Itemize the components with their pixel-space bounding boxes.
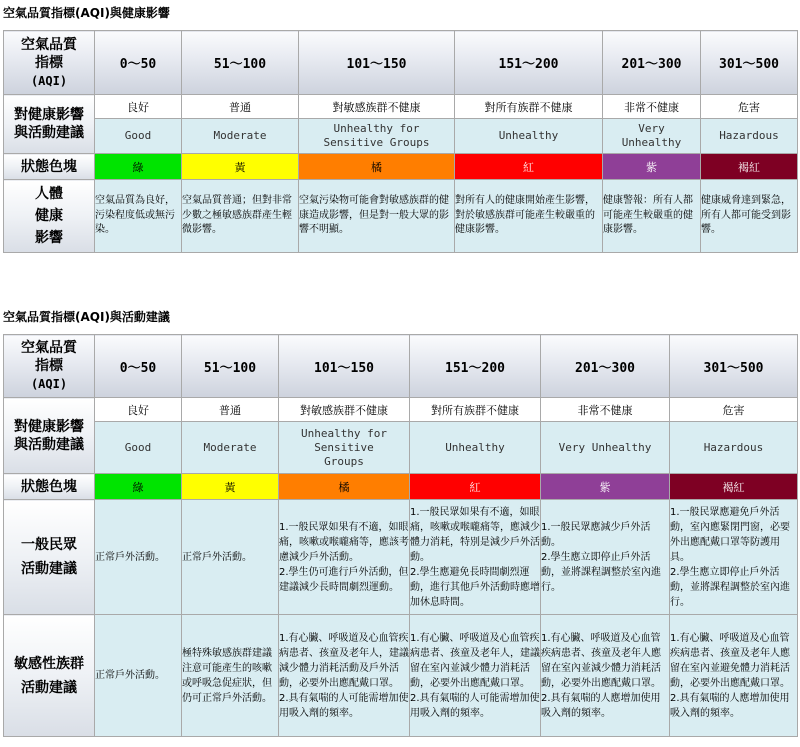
- color-swatch-orange: 橘: [299, 154, 455, 180]
- level-en-cell: [279, 422, 410, 474]
- level-en-cell: [95, 422, 182, 474]
- range-cell: 201～300: [541, 335, 670, 398]
- level-zh-cell: 對敏感族群不健康: [279, 398, 410, 422]
- section1-title: 空氣品質指標(AQI)與健康影響: [3, 6, 170, 20]
- range-cell: 51～100: [182, 335, 279, 398]
- level-zh-cell: 危害: [670, 398, 798, 422]
- color-row: [4, 474, 798, 500]
- level-en-cell: [95, 119, 182, 154]
- range-cell: 51～100: [182, 31, 299, 95]
- advice-item: 2.具有氣喘的人可能需增加使用吸入劑的頻率。: [410, 692, 540, 719]
- color-label: 狀態色塊: [4, 474, 95, 500]
- range-cell: 151～200: [410, 335, 541, 398]
- text-line: Very: [638, 122, 665, 135]
- text-line: Hazardous: [703, 440, 764, 454]
- level-zh-cell: 對敏感族群不健康: [299, 95, 455, 119]
- text-line: Unhealthy for: [333, 122, 420, 135]
- general-row: [4, 500, 798, 615]
- sensitive-row: [4, 615, 798, 737]
- range-cell: 151～200: [455, 31, 603, 95]
- range-cell: 101～150: [279, 335, 410, 398]
- advice-item: 極特殊敏感族群建議注意可能產生的咳嗽或呼吸急促症狀，但仍可正常戶外活動。: [182, 647, 272, 704]
- advice-item: 1.一般民眾如果有不適，如眼痛，咳嗽或喉嚨痛等，應減少體力消耗，特別是減少戶外活動。: [410, 506, 540, 563]
- effect-cell: 健康威脅達到緊急，所有人都可能受到影響。: [701, 180, 798, 253]
- advice-item: 2.具有氣喘的人可能需增加使用吸入劑的頻率。: [279, 692, 409, 719]
- text-line: Very Unhealthy: [558, 440, 652, 454]
- advice-item: 1.有心臟、呼吸道及心血管疾病患者、孩童及老年人，建議留在室內並減少體力消耗活動，必要外出應配戴口罩。: [410, 632, 540, 689]
- aqi-health-table: [3, 30, 798, 253]
- advice-item: 正常戶外活動。: [95, 670, 165, 681]
- aqi-activity-table: [3, 334, 798, 737]
- level-zh-cell: 普通: [182, 398, 279, 422]
- color-swatch-red: 紅: [410, 474, 541, 500]
- advice-item: 1.有心臟、呼吸道及心血管疾病患者、孩童及老年人應留在室內並避免體力消耗活動，必要外出應配戴口罩。: [670, 632, 790, 689]
- level-en-cell: [603, 119, 701, 154]
- color-swatch-green: 綠: [95, 474, 182, 500]
- general-advice-cell: [279, 500, 410, 615]
- sensitive-label: 敏感性族群 活動建議: [4, 615, 95, 737]
- advice-item: 2.學生應立即停止戶外活動，並將課程調整於室內進行。: [670, 566, 790, 608]
- advice-item: 2.學生應避免長時間劇烈運動，進行其他戶外活動時應增加休息時間。: [410, 566, 540, 608]
- text-line: Hazardous: [719, 129, 779, 142]
- level-en-cell: [410, 422, 541, 474]
- level-en-cell: [701, 119, 798, 154]
- range-cell: 101～150: [299, 31, 455, 95]
- sensitive-advice-cell: [279, 615, 410, 737]
- effect-cell: 健康警報：所有人都可能產生較嚴重的健康影響。: [603, 180, 701, 253]
- range-header-row: [4, 31, 798, 95]
- color-swatch-orange: 橘: [279, 474, 410, 500]
- level-en-row: [4, 422, 798, 474]
- level-en-cell: [541, 422, 670, 474]
- sensitive-advice-cell: [541, 615, 670, 737]
- general-advice-cell: [670, 500, 798, 615]
- effect-cell: 空氣品質為良好，污染程度低或無污染。: [95, 180, 182, 253]
- range-header-row: [4, 335, 798, 398]
- text-line: Unhealthy for: [300, 426, 388, 440]
- text-line: Moderate: [213, 129, 267, 142]
- color-swatch-maroon: 褐紅: [670, 474, 798, 500]
- color-label: 狀態色塊: [4, 154, 95, 180]
- advice-item: 1.一般民眾應避免戶外活動，室內應緊閉門窗，必要外出應配戴口罩等防護用具。: [670, 506, 790, 563]
- range-cell: 301～500: [670, 335, 798, 398]
- effect-cell: 對所有人的健康開始產生影響，對於敏感族群可能產生較嚴重的健康影響。: [455, 180, 603, 253]
- level-en-cell: [182, 422, 279, 474]
- advice-item: 1.一般民眾應減少戶外活動。: [541, 521, 651, 548]
- text-line: Unhealthy: [621, 136, 682, 149]
- level-zh-cell: 對所有族群不健康: [455, 95, 603, 119]
- level-zh-cell: 良好: [95, 95, 182, 119]
- sensitive-advice-cell: [670, 615, 798, 737]
- section2-title: 空氣品質指標(AQI)與活動建議: [3, 310, 170, 324]
- color-swatch-maroon: 褐紅: [701, 154, 798, 180]
- level-en-row: [4, 119, 798, 154]
- level-zh-cell: 普通: [182, 95, 299, 119]
- aqi-label: 空氣品質 指標 (AQI): [4, 31, 95, 95]
- color-swatch-purple: 紫: [541, 474, 670, 500]
- effect-cell: 空氣污染物可能會對敏感族群的健康造成影響，但是對一般大眾的影響不明顯。: [299, 180, 455, 253]
- advice-item: 1.有心臟、呼吸道及心血管疾病患者、孩童及老年人，建議減少體力消耗活動及戶外活動，必要外出應配戴口罩。: [279, 632, 409, 689]
- level-zh-cell: 非常不健康: [541, 398, 670, 422]
- aqi-label: 空氣品質 指標 (AQI): [4, 335, 95, 398]
- sensitive-advice-cell: [95, 615, 182, 737]
- effect-label: 人體 健康 影響: [4, 180, 95, 253]
- range-cell: 301～500: [701, 31, 798, 95]
- color-row: [4, 154, 798, 180]
- text-line: Moderate: [203, 440, 257, 454]
- advice-item: 1.一般民眾如果有不適，如眼痛，咳嗽或喉嚨痛等，應該考慮減少戶外活動。: [279, 521, 409, 563]
- range-cell: 0～50: [95, 31, 182, 95]
- effect-cell: 空氣品質普通；但對非常少數之極敏感族群產生輕微影響。: [182, 180, 299, 253]
- level-zh-row: [4, 398, 798, 422]
- effect-row: [4, 180, 798, 253]
- general-label: 一般民眾 活動建議: [4, 500, 95, 615]
- text-line: Good: [124, 129, 152, 142]
- advice-item: 正常戶外活動。: [95, 551, 165, 563]
- color-swatch-yellow: 黃: [182, 474, 279, 500]
- text-line: Good: [124, 440, 152, 454]
- color-swatch-green: 綠: [95, 154, 182, 180]
- range-cell: 0～50: [95, 335, 182, 398]
- health-label: 對健康影響 與活動建議: [4, 398, 95, 474]
- general-advice-cell: [95, 500, 182, 615]
- sensitive-advice-cell: [182, 615, 279, 737]
- text-line: Sensitive: [314, 440, 374, 454]
- color-swatch-yellow: 黃: [182, 154, 299, 180]
- general-advice-cell: [410, 500, 541, 615]
- level-zh-cell: 危害: [701, 95, 798, 119]
- level-en-cell: [182, 119, 299, 154]
- advice-item: 2.學生應立即停止戶外活動，並將課程調整於室內進行。: [541, 551, 661, 593]
- general-advice-cell: [541, 500, 670, 615]
- level-en-cell: [670, 422, 798, 474]
- text-line: Groups: [324, 454, 364, 468]
- level-zh-cell: 非常不健康: [603, 95, 701, 119]
- level-en-cell: [299, 119, 455, 154]
- level-zh-cell: 對所有族群不健康: [410, 398, 541, 422]
- general-advice-cell: [182, 500, 279, 615]
- health-label: 對健康影響 與活動建議: [4, 95, 95, 154]
- advice-item: 1.有心臟、呼吸道及心血管疾病患者、孩童及老年人應留在室內並減少體力消耗活動，必要外出應配戴口罩。: [541, 632, 661, 689]
- level-zh-cell: 良好: [95, 398, 182, 422]
- text-line: Sensitive Groups: [323, 136, 430, 149]
- color-swatch-purple: 紫: [603, 154, 701, 180]
- text-line: Unhealthy: [498, 129, 559, 142]
- advice-item: 2.具有氣喘的人應增加使用吸入劑的頻率。: [541, 692, 661, 719]
- level-en-cell: [455, 119, 603, 154]
- advice-item: 2.具有氣喘的人應增加使用吸入劑的頻率。: [670, 692, 790, 719]
- range-cell: 201～300: [603, 31, 701, 95]
- color-swatch-red: 紅: [455, 154, 603, 180]
- text-line: Unhealthy: [445, 440, 505, 454]
- advice-item: 2.學生仍可進行戶外活動，但建議減少長時間劇烈運動。: [279, 566, 409, 593]
- advice-item: 正常戶外活動。: [182, 551, 252, 563]
- level-zh-row: [4, 95, 798, 119]
- sensitive-advice-cell: [410, 615, 541, 737]
